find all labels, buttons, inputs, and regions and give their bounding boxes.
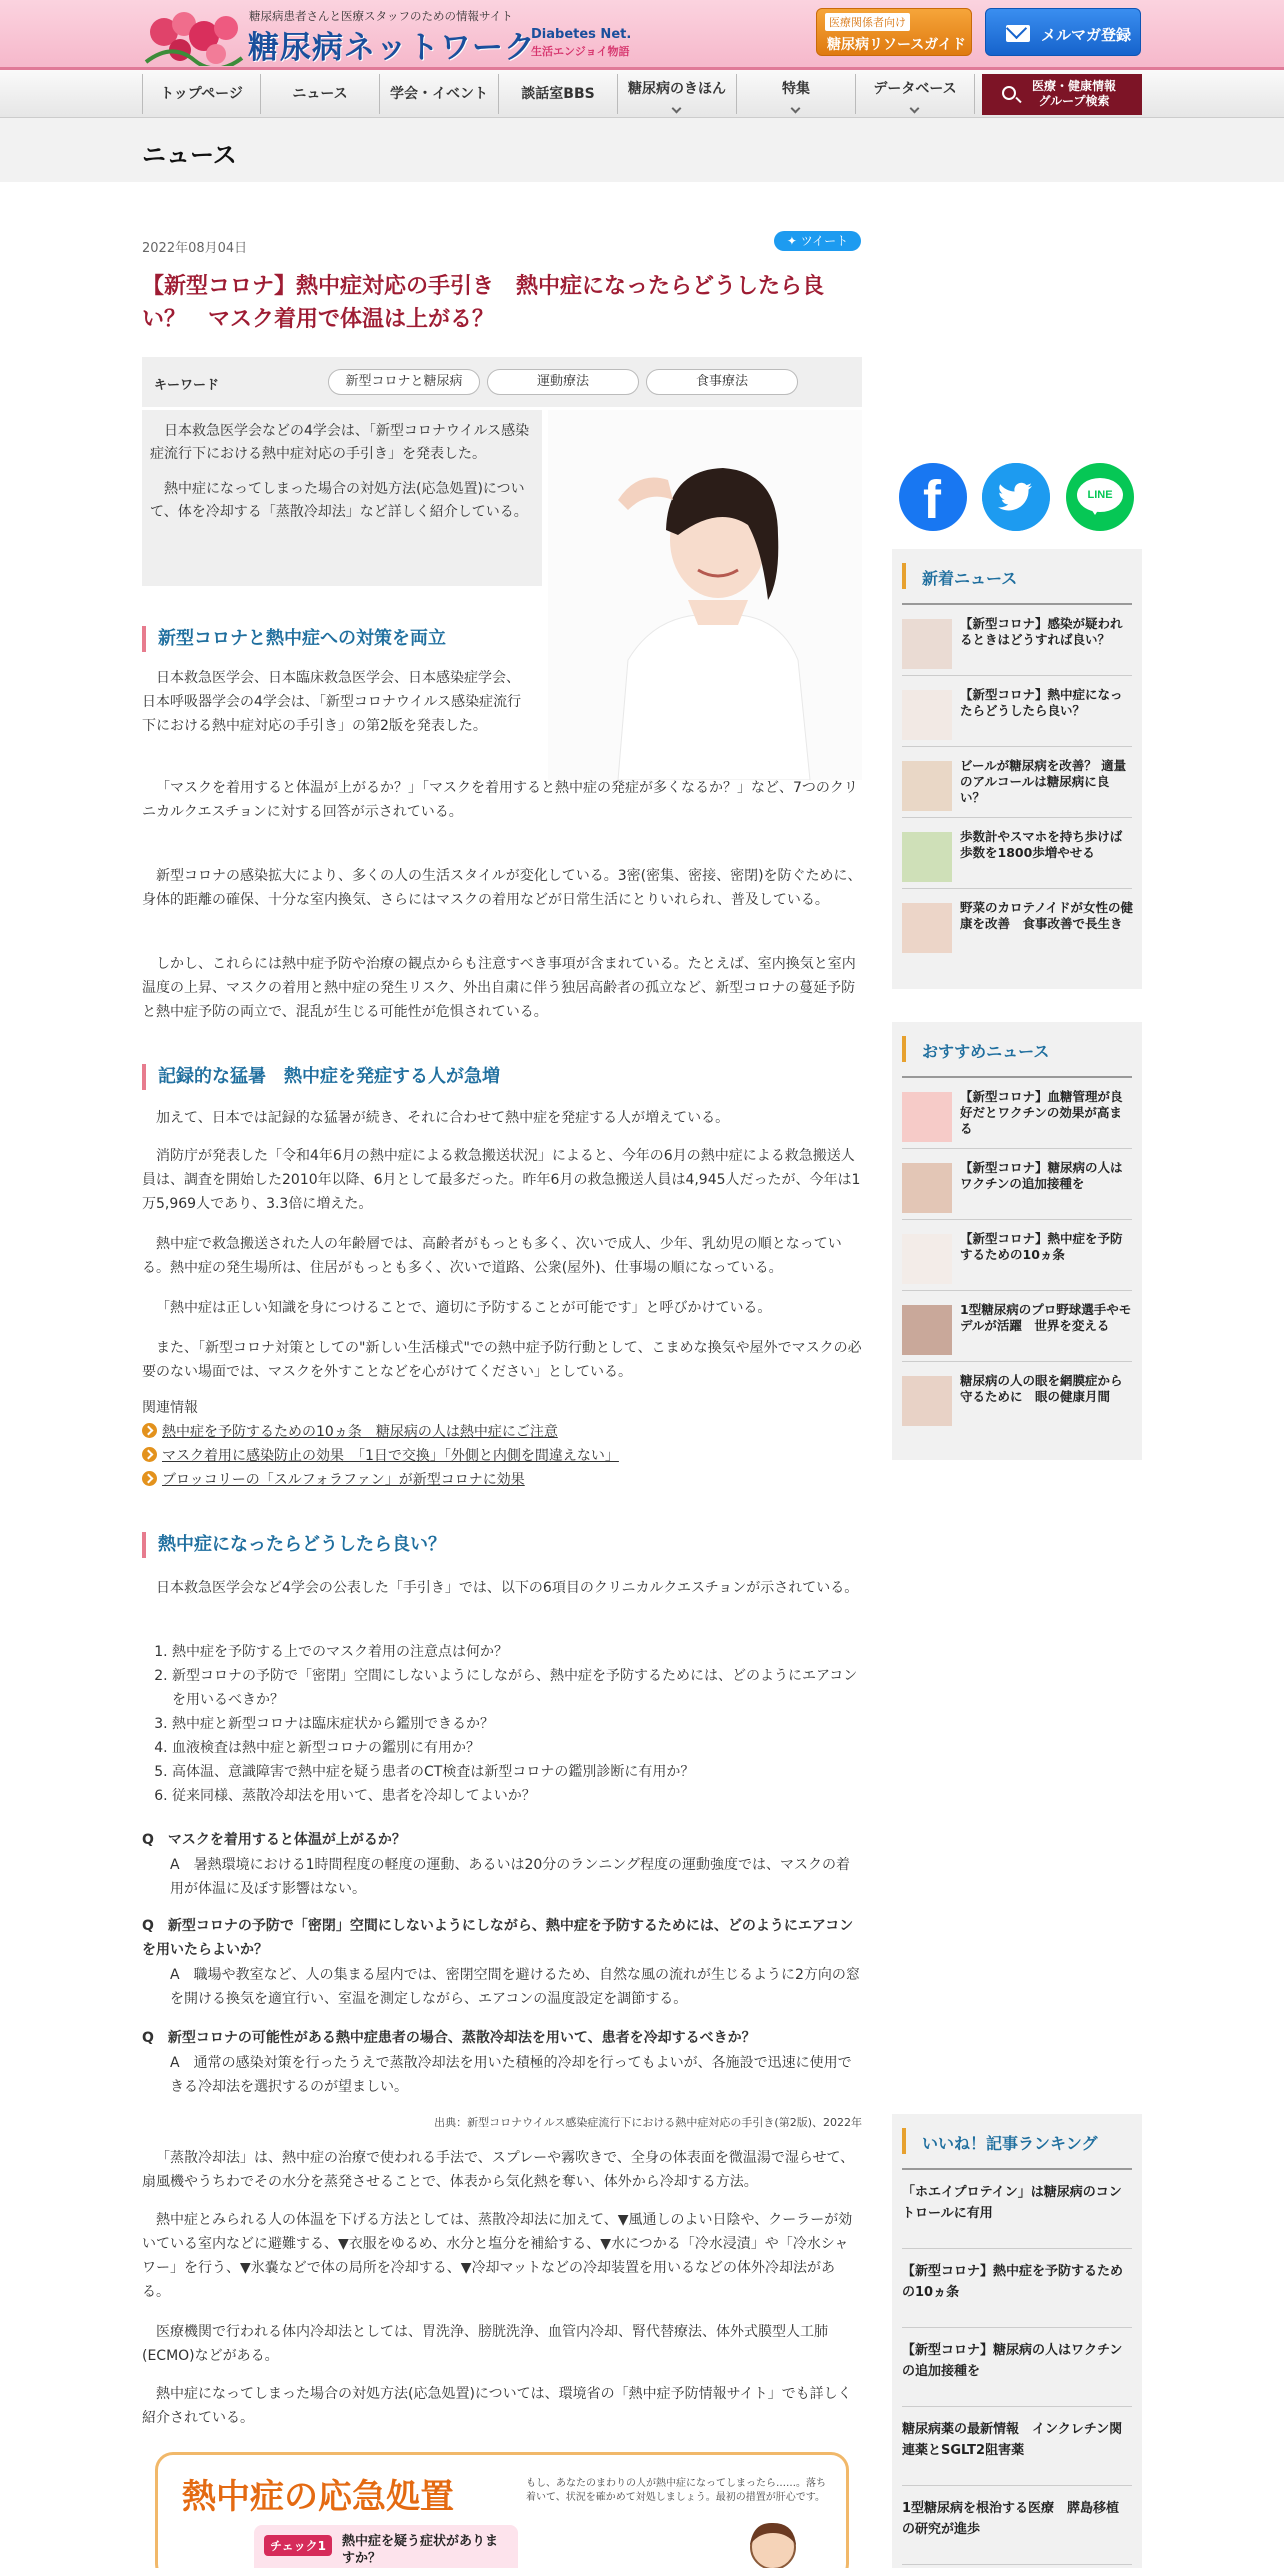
mail-magazine-button[interactable] [985,8,1141,56]
question-item: 2. 新型コロナの予防で「密閉」空間にしないようにしながら、熱中症を予防するためには、どのようにエアコンを用いるべきか？ [172,1664,862,1712]
nav-item-top[interactable] [142,74,261,114]
article-paragraph: 「マスクを着用すると体温が上がるか？」「マスクを着用すると熱中症の発症が多くなるか？」など、7つのクリニカルクエスチョンに対する回答が示されている。 [142,780,858,820]
new-news-item-title: 【新型コロナ】熱中症になったらどうしたら良い？ [960,687,1123,718]
news-thumbnail [902,1376,952,1426]
resource-guide-label: 糖尿病リソースガイド [827,37,966,53]
keyword-label: キーワード [154,378,220,393]
lead-paragraph: 熱中症になってしまった場合の対処方法(応急処置)について、体を冷却する「蒸散冷却法」など詳しく紹介している。 [150,481,528,520]
poster-title: 熱中症の応急処置 [182,2477,454,2517]
facebook-icon: f [923,470,941,530]
nav-item-database[interactable] [856,74,975,114]
ranking-title: いいね！記事ランキング [922,2134,1098,2153]
group-search-label-line1: 医療・健康情報 [1032,79,1117,93]
related-link[interactable] [142,1445,619,1465]
chevron-down-icon [791,104,801,114]
nav-item-news[interactable] [261,74,380,114]
news-thumbnail [902,832,952,882]
nav-item-label: データベース [873,81,957,97]
recommend-news-header [902,1022,1132,1078]
article-paragraph: 「蒸散冷却法」は、熱中症の治療で使われる手法で、スプレーや霧吹きで、全身の体表面を微温湯で湿らせて、扇風機やうちわでその水分を蒸発させることで、体表から気化熱を奪い、体外から冷却する方法。 [142,2150,855,2190]
new-news-item-title: 歩数計やスマホを持ち歩けば歩数を1800歩増やせる [960,829,1123,860]
recommend-news-item[interactable] [902,1291,1132,1362]
article-paragraph: 新型コロナの感染拡大により、多くの人の生活スタイルが変化している。3密(密集、密接、密閉)を防ぐために、身体的距離の確保、十分な室内換気、さらにはマスクの着用などが日常生活にとりいれられ、普及している。 [142,868,862,908]
nav-item-bbs[interactable] [499,74,618,114]
ranking-item-title: 1型糖尿病を根治する医療 膵島移植の研究が進歩 [902,2501,1120,2537]
news-thumbnail [902,619,952,669]
news-thumbnail [902,1092,952,1142]
heading-bar-icon [902,563,906,589]
new-news-item-title: 野菜のカロテノイドが女性の健康を改善 食事改善で長生き [960,900,1134,931]
ranking-header [902,2114,1132,2170]
news-thumbnail [902,1234,952,1284]
new-news-item-title: ビールが糖尿病を改善？ 適量のアルコールは糖尿病に良い？ [960,758,1127,805]
article-title: 【新型コロナ】熱中症対応の手引き 熱中症になったらどうしたら良い？ マスク着用で体温は上がる？ [142,274,825,332]
qa-question: Q 新型コロナの予防で「密閉」空間にしないようにしながら、熱中症を予防するためには、どのようにエアコンを用いたらよいか？ [142,1918,854,1958]
news-thumbnail [902,1163,952,1213]
nav-item-label: 学会・イベント [390,86,488,102]
ranking-item[interactable] [902,2249,1132,2328]
new-news-item[interactable] [902,605,1132,676]
new-news-header [902,549,1132,605]
new-news-title: 新着ニュース [922,569,1018,588]
ranking-item[interactable] [902,2170,1132,2249]
nav-item-label: 特集 [782,81,810,97]
question-item: 6. 従来同様、蒸散冷却法を用いて、患者を冷却してよいか？ [172,1784,862,1808]
article-paragraph: 日本救急医学会、日本臨床救急医学会、日本感染症学会、日本呼吸器学会の4学会は、「新型コロナウイルス感染症流行下における熱中症対応の手引き」の第2版を発表した。 [142,670,522,734]
resource-guide-tag: 医療関係者向け [825,13,910,31]
recommend-news-title: おすすめニュース [922,1042,1050,1061]
site-header [0,0,1284,70]
ranking-item[interactable] [902,2486,1132,2565]
nav-item-basics[interactable] [618,74,737,114]
arrow-right-icon [142,1423,157,1438]
question-item: 1. 熱中症を予防する上でのマスク着用の注意点は何か？ [172,1640,862,1664]
ranking-item-title: 糖尿病薬の最新情報 インクレチン関連薬とSGLT2阻害薬 [902,2422,1123,2458]
keyword-tag[interactable]: 食事療法 [646,369,798,395]
ranking-item-title: 【新型コロナ】熱中症を予防するための10ヵ条 [902,2264,1124,2300]
keyword-tag[interactable]: 新型コロナと糖尿病 [328,369,480,395]
poster-check-badge: チェック1 [264,2535,332,2556]
new-news-item[interactable] [902,818,1132,889]
article-date: 2022年08月04日 [142,241,248,256]
tweet-label: ツイート [800,234,849,248]
heading-bar-icon [902,1036,906,1062]
section-heading: 記録的な猛暑 熱中症を発症する人が急増 [142,1064,862,1090]
recommend-news-item-title: 【新型コロナ】熱中症を予防するための10ヵ条 [960,1231,1123,1262]
facebook-share-button[interactable] [899,463,967,531]
recommend-news-item-title: 1型糖尿病のプロ野球選手やモデルが活躍 世界を変える [960,1302,1132,1333]
line-icon-text: LINE [1087,489,1113,501]
keyword-box [142,357,862,407]
group-search-label-line2: グループ検索 [1038,94,1110,108]
article-paragraph: しかし、これらには熱中症予防や治療の観点からも注意すべき事項が含まれている。たとえば、室内換気と室内温度の上昇、マスクの着用と熱中症の発生リスク、外出自粛に伴う独居高齢者の孤立など、新型コロナの蔓延予防と熱中症予防の両立で、混乱が生じる可能性が危惧されている。 [142,956,856,1020]
nav-item-label: ニュース [292,86,348,102]
heading-bar-icon [902,2128,906,2154]
related-link[interactable] [142,1469,525,1489]
new-news-item[interactable] [902,676,1132,747]
news-thumbnail [902,690,952,740]
twitter-bird-icon: ✦ [786,234,797,248]
mail-magazine-label: メルマガ登録 [1041,26,1132,44]
keyword-tag[interactable]: 運動療法 [487,369,639,395]
hero-woman-image [548,410,862,780]
article-paragraph: 消防庁が発表した「令和4年6月の熱中症による救急搬送状況」によると、今年の6月の熱中症による救急搬送人員は、調査を開始した2010年以降、6月として最多だった。昨年6月の救急搬送人員は4,945人だったが、今年は1万5,969人であり、3.3倍に増えた。 [142,1148,861,1212]
article-paragraph: 熱中症になってしまった場合の対処方法(応急処置)については、環境省の「熱中症予防情報サイト」でも詳しく紹介されている。 [142,2386,852,2426]
site-tagline: 糖尿病患者さんと医療スタッフのための情報サイト [249,9,513,23]
arrow-right-icon [142,1471,157,1486]
nav-item-label: 談話室BBS [521,86,595,102]
site-logo-en: Diabetes Net. [531,27,632,42]
poster-check-text: 熱中症を疑う症状がありますか？ [342,2534,499,2566]
qa-question: Q 新型コロナの可能性がある熱中症患者の場合、蒸散冷却法を用いて、患者を冷却するべきか？ [142,2030,756,2046]
tweet-button[interactable] [774,231,861,251]
poster-illustration-icon [728,2517,818,2568]
recommend-news-item-title: 【新型コロナ】血糖管理が良好だとワクチンの効果が高まる [960,1089,1123,1136]
recommend-news-item-title: 糖尿病の人の眼を網膜症から守るために 眼の健康月間 [960,1373,1123,1404]
related-link-text[interactable]: ブロッコリーの「スルフォラファン」が新型コロナに効果 [162,1472,525,1488]
search-icon [1002,86,1016,100]
first-aid-poster[interactable] [155,2452,849,2568]
source-note: 出典：新型コロナウイルス感染症流行下における熱中症対応の手引き(第2版)、2022年 [434,2116,862,2129]
new-news-item[interactable] [902,889,1132,960]
article-paragraph: 日本救急医学会など4学会の公表した「手引き」では、以下の6項目のクリニカルクエスチョンが示されている。 [156,1580,859,1596]
global-nav [0,70,1284,118]
article-paragraph: 医療機関で行われる体内冷却法としては、胃洗浄、膀胱洗浄、血管内冷却、腎代替療法、体外式膜型人工肺(ECMO)などがある。 [142,2324,828,2364]
line-share-button[interactable] [1066,463,1134,531]
lead-paragraph: 日本救急医学会などの4学会は、「新型コロナウイルス感染症流行下における熱中症対応の手引き」を発表した。 [150,423,530,462]
qa-answer: A 暑熱環境における1時間程度の軽度の運動、あるいは20分のランニング程度の運動強度では、マスクの着用が体温に及ぼす影響はない。 [170,1857,851,1897]
poster-check [254,2525,518,2568]
ranking-item[interactable] [902,2328,1132,2407]
site-logo-en-sub: 生活エンジョイ物語 [531,45,630,58]
recommend-news-item[interactable] [902,1149,1132,1220]
section-heading: 新型コロナと熱中症への対策を両立 [142,626,862,652]
site-logo[interactable]: 糖尿病ネットワーク [248,30,536,66]
question-list [142,1640,862,1808]
related-link[interactable] [142,1421,558,1441]
related-label: 関連情報 [142,1400,198,1416]
lead-summary [142,410,542,586]
news-thumbnail [902,761,952,811]
article-paragraph: 加えて、日本では記録的な猛暑が続き、それに合わせて熱中症を発症する人が増えている。 [156,1110,730,1126]
page-title-band [0,118,1284,182]
article-paragraph: また、「新型コロナ対策としての"新しい生活様式"での熱中症予防行動として、こまめな換気や屋外でマスクの必要のない場面では、マスクを外すことなどを心がけてください」としている。 [142,1340,862,1380]
nav-item-label: トップページ [160,86,243,102]
chevron-down-icon [910,104,920,114]
ranking-item-title: 【新型コロナ】糖尿病の人はワクチンの追加接種を [902,2343,1123,2379]
article-paragraph: 熱中症で救急搬送された人の年齢層では、高齢者がもっとも多く、次いで成人、少年、乳幼児の順となっている。熱中症の発生場所は、住居がもっとも多く、次いで道路、公衆(屋外)、仕事場の順になっている。 [142,1236,842,1276]
recommend-news-item-title: 【新型コロナ】糖尿病の人はワクチンの追加接種を [960,1160,1123,1191]
nav-item-features[interactable] [737,74,856,114]
group-search-label [1032,79,1116,109]
poster-note: もし、あなたのまわりの人が熱中症になってしまったら……。落ち着いて、状況を確かめて対処しましょう。最初の措置が肝心です。 [526,2478,826,2503]
nav-item-label: 糖尿病のきほん [628,81,726,97]
page-title: ニュース [142,141,237,169]
recommend-news-item[interactable] [902,1362,1132,1433]
resource-guide-button[interactable] [816,8,972,56]
question-item: 4. 血液検査は熱中症と新型コロナの鑑別に有用か？ [172,1736,862,1760]
related-link-text[interactable]: 熱中症を予防するための10ヵ条 糖尿病の人は熱中症にご注意 [162,1424,558,1440]
logo-flower-icon [142,2,246,66]
twitter-share-button[interactable] [982,463,1050,531]
ranking-item-title: 「ホエイプロテイン」は糖尿病のコントロールに有用 [902,2185,1122,2221]
section-heading: 熱中症になったらどうしたら良い？ [142,1532,862,1558]
envelope-icon [1006,25,1030,42]
ranking-item[interactable] [902,2407,1132,2486]
nav-item-events[interactable] [380,74,499,114]
news-thumbnail [902,1305,952,1355]
ranking-panel [892,2114,1142,2568]
recommend-news-item[interactable] [902,1220,1132,1291]
news-thumbnail [902,903,952,953]
new-news-panel [892,549,1142,989]
question-item: 3. 熱中症と新型コロナは臨床症状から鑑別できるか？ [172,1712,862,1736]
qa-question: Q マスクを着用すると体温が上がるか？ [142,1832,406,1848]
new-news-item-title: 【新型コロナ】感染が疑われるときはどうすれば良い？ [960,616,1123,647]
group-search-button[interactable] [982,74,1142,115]
arrow-right-icon [142,1447,157,1462]
qa-answer: A 職場や教室など、人の集まる屋内では、密閉空間を避けるため、自然な風の流れが生じるように2方向の窓を開ける換気を適宜行い、室温を測定しながら、エアコンの温度設定を調節する。 [170,1967,860,2007]
qa-answer: A 通常の感染対策を行ったうえで蒸散冷却法を用いた積極的冷却を行ってもよいが、各施設で迅速に使用できる冷却法を選択するのが望ましい。 [170,2055,852,2095]
article-paragraph: 「熱中症は正しい知識を身につけることで、適切に予防することが可能です」と呼びかけている。 [156,1300,772,1316]
question-item: 5. 高体温、意識障害で熱中症を疑う患者のCT検査は新型コロナの鑑別診断に有用か？ [172,1760,862,1784]
article-paragraph: 熱中症とみられる人の体温を下げる方法としては、蒸散冷却法に加えて、▼風通しのよい日陰や、クーラーが効いている室内などに避難する、▼衣服をゆるめ、水分と塩分を補給する、▼水につかる「冷水浸漬」や「冷水シャワー」を行う、▼氷嚢などで体の局所を冷却する、▼冷却マットなどの冷却装置を用いるなどの体外冷却法がある。 [142,2212,853,2300]
new-news-item[interactable] [902,747,1132,818]
recommend-news-panel [892,1022,1142,1460]
related-link-text[interactable]: マスク着用に感染防止の効果 「1日で交換」「外側と内側を間違えない」 [162,1448,619,1464]
recommend-news-item[interactable] [902,1078,1132,1149]
chevron-down-icon [672,104,682,114]
